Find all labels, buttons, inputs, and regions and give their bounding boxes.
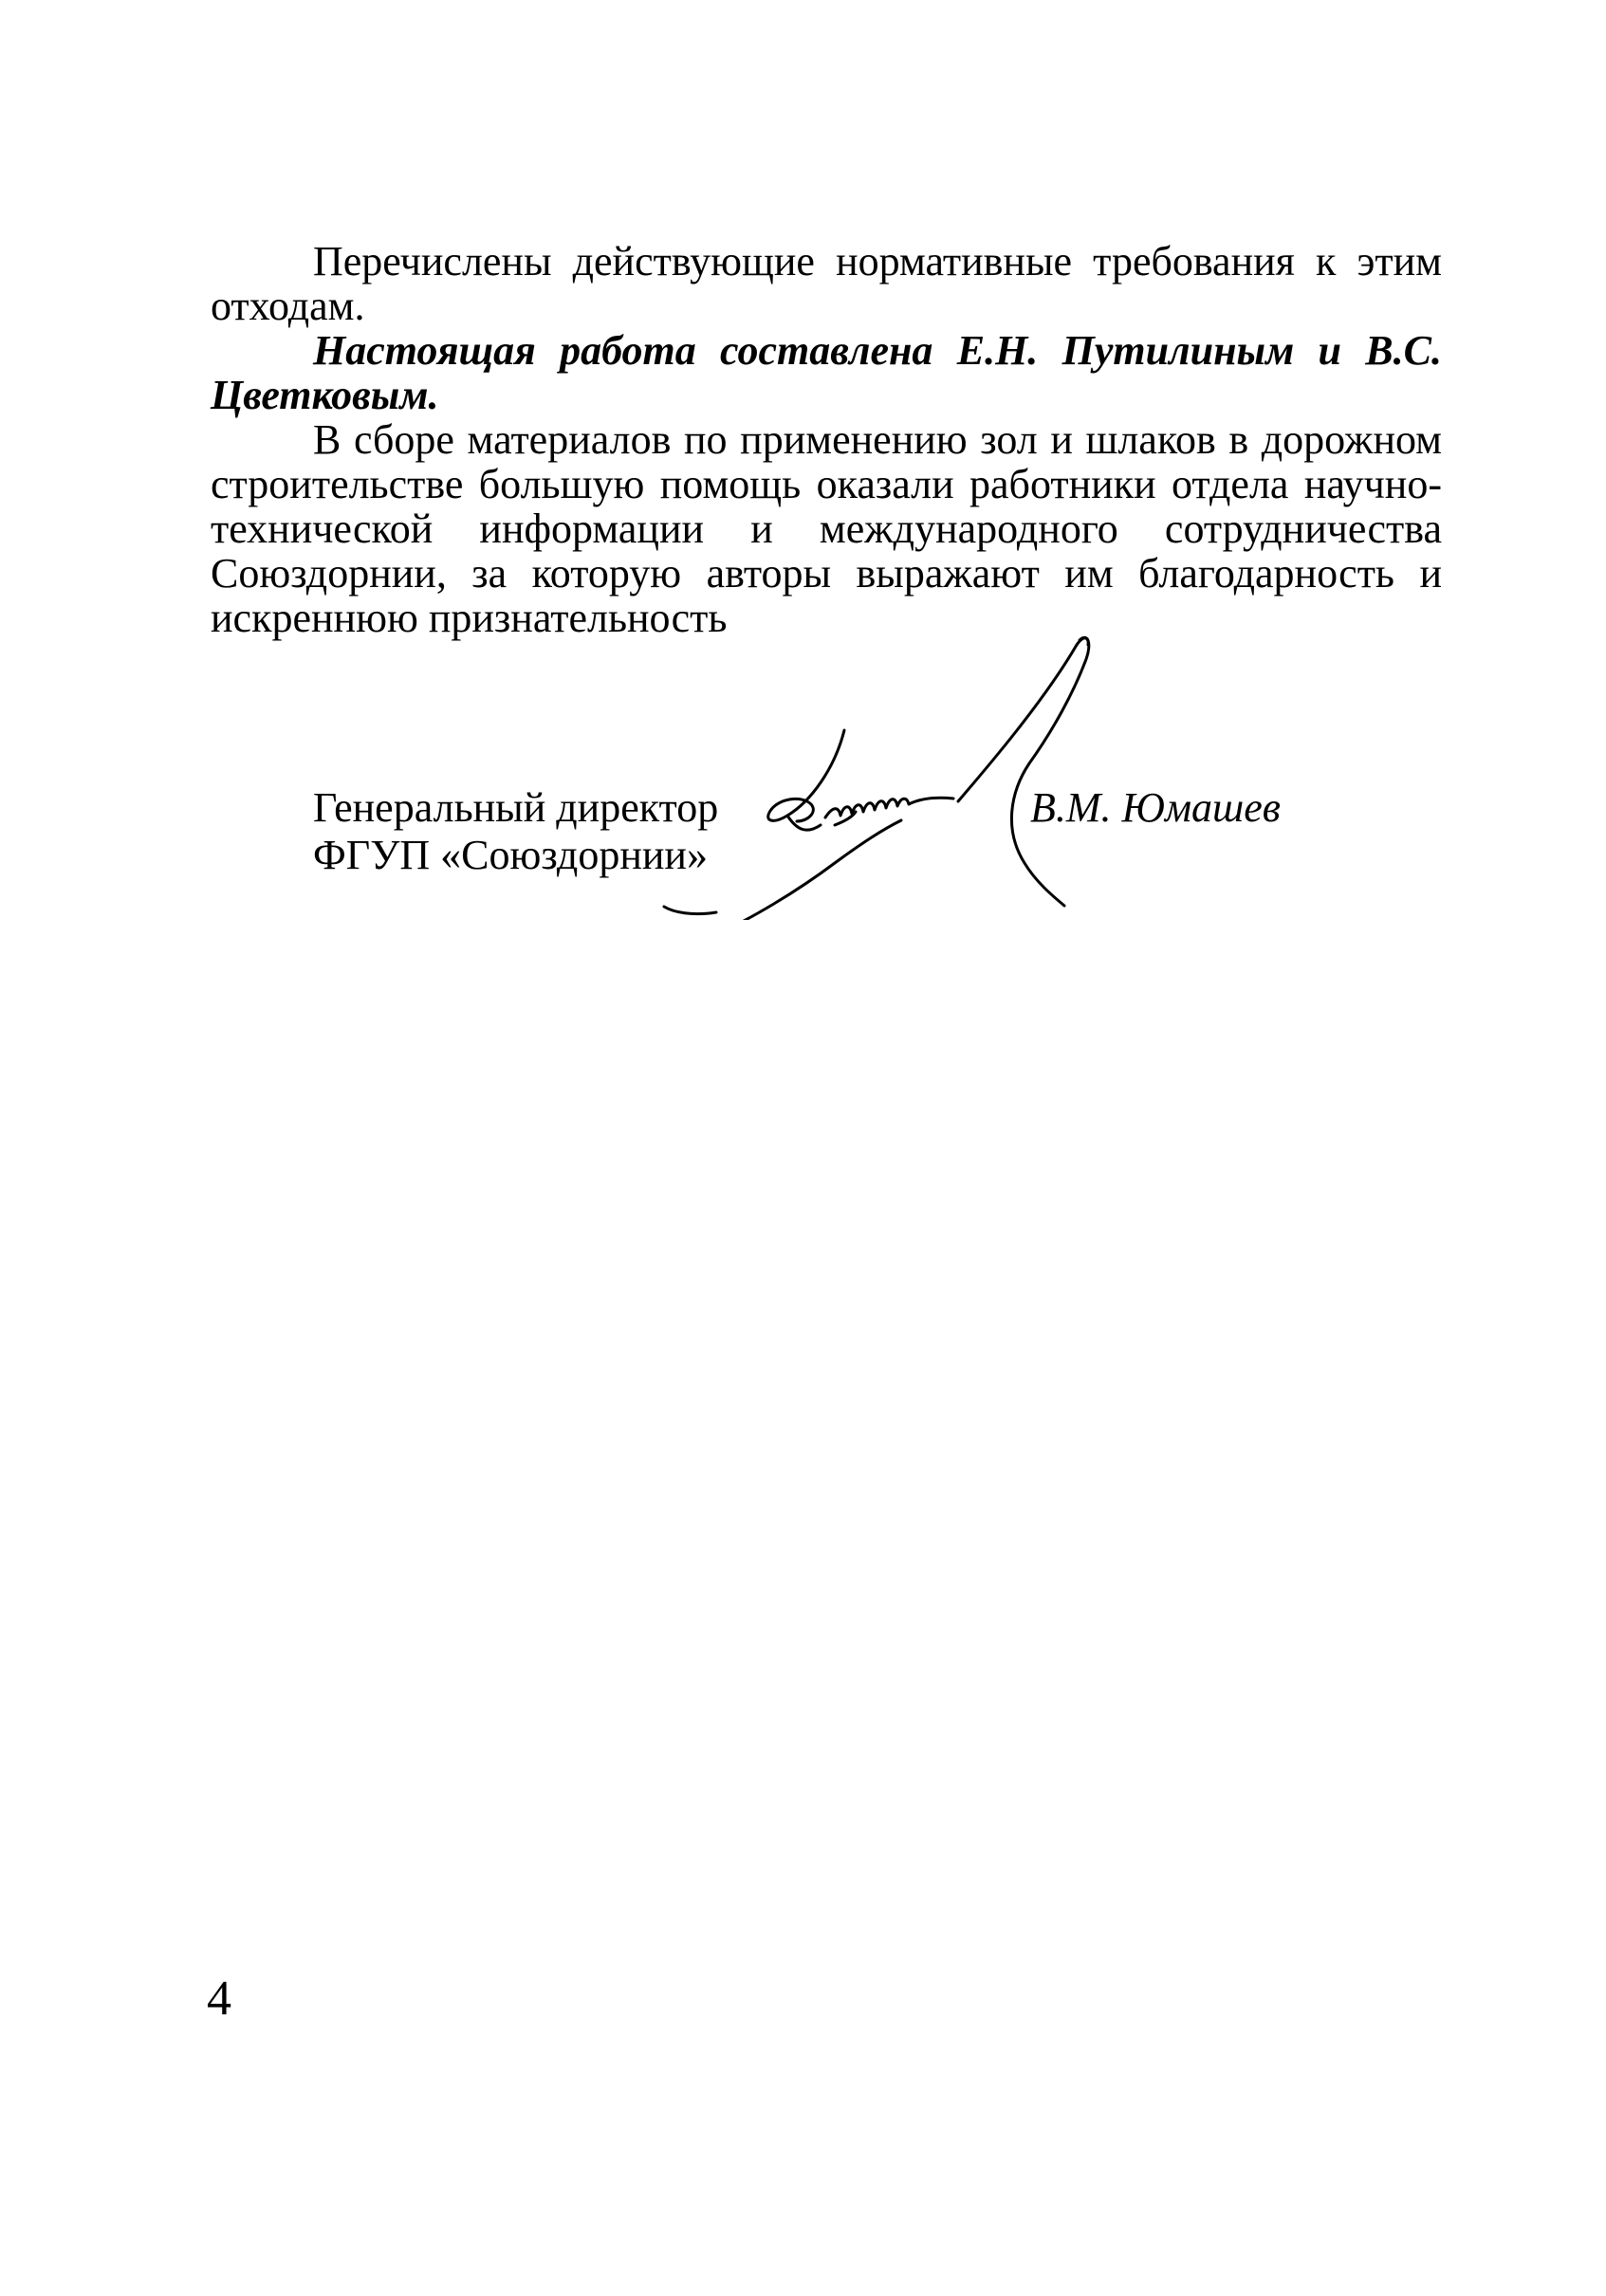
paragraph-requirements: Перечислены действующие нормативные требования к этим отходам.	[211, 238, 1442, 329]
paragraph-acknowledgement: В сборе материалов по применению зол и шлаков в дорожном строительстве большую помощь оказали работники отдела научно-технической информации и международного сотрудничества Союздорнии, за которую авторы выражают им благодарность и искреннюю признательность	[211, 416, 1442, 641]
signer-name: В.М. Юмашев	[1030, 784, 1281, 831]
signature-block	[313, 784, 718, 879]
page-number: 4	[207, 1972, 231, 2026]
signer-organization: ФГУП «Союздорнии»	[313, 832, 708, 878]
signer-position: Генеральный директор	[313, 784, 719, 831]
body-text	[211, 239, 1442, 640]
paragraph-authors: Настоящая работа составлена Е.Н. Путилиным и В.С. Цветковым.	[211, 327, 1442, 418]
